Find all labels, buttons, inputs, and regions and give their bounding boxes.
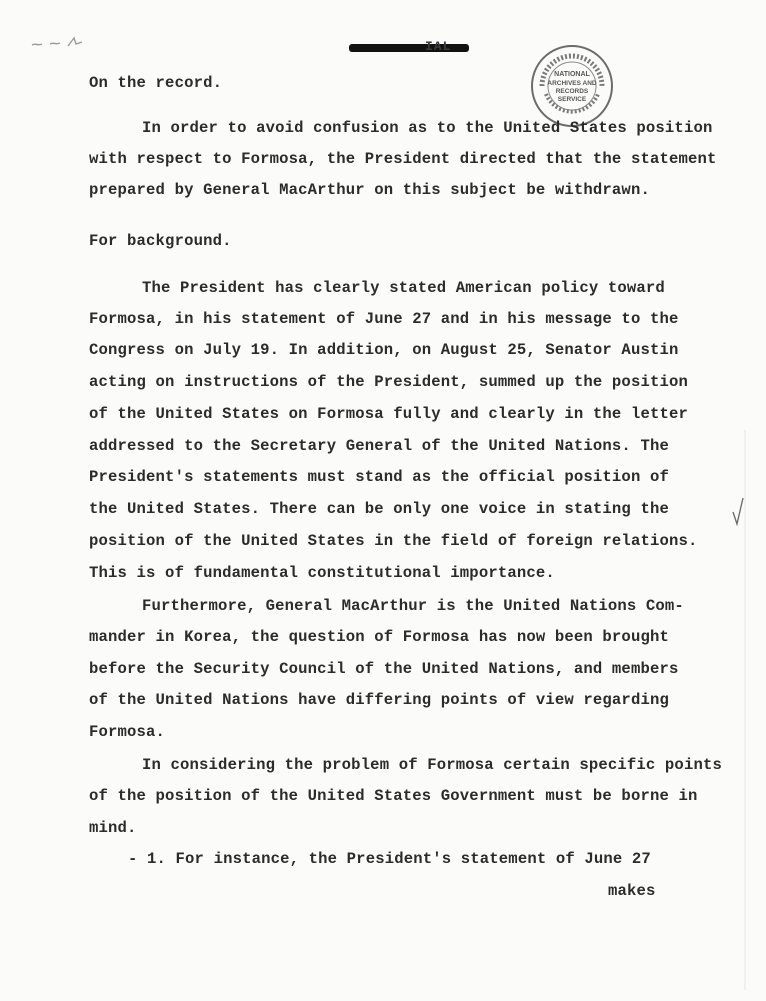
line-9: acting on instructions of the President, summed up the position bbox=[89, 373, 688, 391]
line-25: makes bbox=[608, 882, 656, 900]
margin-crease-line bbox=[744, 430, 746, 990]
line-7: Formosa, in his statement of June 27 and in his message to the bbox=[89, 310, 679, 328]
line-2: In order to avoid confusion as to the United States position bbox=[142, 119, 713, 137]
stamp-line-records: RECORDS bbox=[555, 88, 589, 95]
line-19: of the United Nations have differing points of view regarding bbox=[89, 691, 669, 709]
stamp-line-service: SERVICE bbox=[557, 96, 587, 103]
line-12: President's statements must stand as the official position of bbox=[89, 468, 669, 486]
archives-stamp bbox=[530, 44, 614, 128]
line-11: addressed to the Secretary General of the United Nations. The bbox=[89, 437, 669, 455]
stamp-line-national: NATIONAL bbox=[554, 71, 590, 78]
line-18: before the Security Council of the United Nations, and members bbox=[89, 660, 679, 678]
line-22: of the position of the United States Government must be borne in bbox=[89, 787, 698, 805]
pen-scribble-mark bbox=[30, 34, 90, 50]
line-15: This is of fundamental constitutional importance. bbox=[89, 564, 555, 582]
line-4: prepared by General MacArthur on this subject be withdrawn. bbox=[89, 181, 650, 199]
line-14: position of the United States in the field of foreign relations. bbox=[89, 532, 698, 550]
line-6: The President has clearly stated American policy toward bbox=[142, 279, 665, 297]
line-13: the United States. There can be only one voice in stating the bbox=[89, 500, 669, 518]
line-20: Formosa. bbox=[89, 723, 166, 741]
classification-marking bbox=[347, 38, 475, 58]
line-23: mind. bbox=[89, 819, 137, 837]
line-8: Congress on July 19. In addition, on August 25, Senator Austin bbox=[89, 341, 679, 359]
line-5: For background. bbox=[89, 232, 232, 250]
line-1: On the record. bbox=[89, 74, 223, 92]
line-24: - 1. For instance, the President's statement of June 27 bbox=[128, 850, 651, 868]
line-3: with respect to Formosa, the President directed that the statement bbox=[89, 150, 717, 168]
line-10: of the United States on Formosa fully and clearly in the letter bbox=[89, 405, 688, 423]
line-16: Furthermore, General MacArthur is the United Nations Com- bbox=[142, 597, 684, 615]
check-mark-icon bbox=[731, 496, 745, 526]
classification-text: IAL bbox=[425, 39, 452, 54]
line-17: mander in Korea, the question of Formosa has now been brought bbox=[89, 628, 669, 646]
stamp-line-archives: ARCHIVES AND bbox=[547, 80, 597, 87]
line-21: In considering the problem of Formosa certain specific points bbox=[142, 756, 722, 774]
